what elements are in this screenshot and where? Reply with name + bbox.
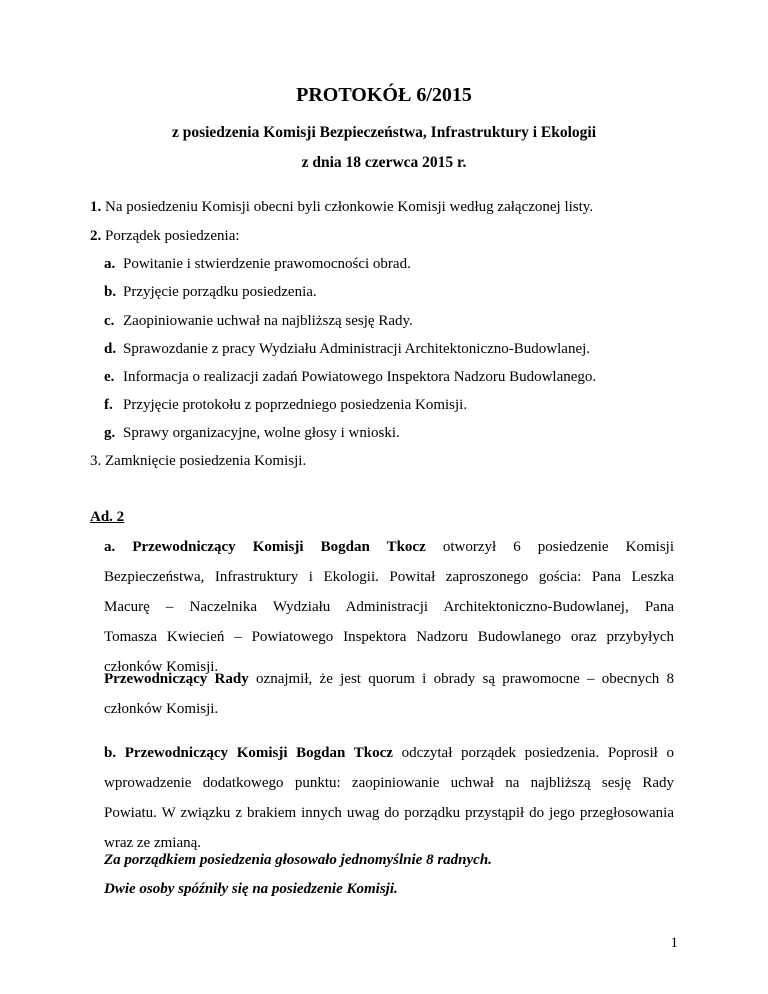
- agenda-item: [104, 313, 413, 330]
- agenda-item-letter: e.: [104, 369, 115, 385]
- agenda-item-letter: g.: [104, 425, 116, 441]
- agenda-item-letter: b.: [104, 284, 117, 300]
- point-1-number: 1.: [90, 199, 102, 215]
- ad2-a-chair: Przewodniczący Komisji Bogdan Tkocz: [132, 539, 426, 555]
- agenda-item-letter: c.: [104, 313, 115, 329]
- document-subtitle: z posiedzenia Komisji Bezpieczeństwa, Infrastruktury i Ekologii: [171, 124, 597, 141]
- agenda-item-letter: a.: [104, 256, 116, 272]
- ad2-a-line: [104, 532, 674, 562]
- ad2-a-line: Tomasza Kwiecień – Powiatowego Inspektora Nadzoru Budowlanego oraz przybyłych: [104, 629, 674, 645]
- agenda-item-text: Informacja o realizacji zadań Powiatowego Inspektora Nadzoru Budowlanego.: [123, 369, 597, 385]
- ad2-quorum-text: oznajmił, że jest quorum i obrady są prawomocne – obecnych 8: [256, 671, 675, 687]
- agenda-item: [104, 397, 467, 414]
- ad2-a-line: Bezpieczeństwa, Infrastruktury i Ekologii. Powitał zaproszonego gościa: Pana Leszka: [104, 569, 674, 585]
- agenda-item: [104, 341, 590, 358]
- point-2-text: Porządek posiedzenia:: [105, 228, 240, 244]
- agenda-item-text: Sprawozdanie z pracy Wydziału Administracji Architektoniczno-Budowlanej.: [123, 341, 591, 357]
- agenda-item: [104, 284, 317, 301]
- point-1-text: Na posiedzeniu Komisji obecni byli członkowie Komisji według załączonej listy.: [105, 199, 594, 215]
- ad2-quorum-line: [104, 664, 674, 694]
- ad2-b-chair: b. Przewodniczący Komisji Bogdan Tkocz: [104, 745, 393, 761]
- agenda-item-text: Przyjęcie porządku posiedzenia.: [123, 284, 317, 300]
- point-2: [90, 228, 240, 245]
- agenda-item-text: Zaopiniowanie uchwał na najbliższą sesję Rady.: [123, 313, 413, 329]
- ad2-quorum-chair: Przewodniczący Rady: [104, 671, 249, 687]
- ad2-a-letter: a.: [104, 539, 116, 555]
- agenda-item: [104, 425, 400, 442]
- ad2-b-line1-text: odczytał porządek posiedzenia. Poprosił o: [401, 745, 675, 761]
- point-3: 3. Zamknięcie posiedzenia Komisji.: [90, 453, 307, 469]
- agenda-item-text: Przyjęcie protokołu z poprzedniego posiedzenia Komisji.: [123, 397, 468, 413]
- ad2-b-line: [104, 738, 674, 768]
- ad2-paragraph-b: [104, 738, 674, 858]
- late-arrivals-note: Dwie osoby spóźniły się na posiedzenie Komisji.: [104, 881, 398, 897]
- agenda-item-text: Powitanie i stwierdzenie prawomocności obrad.: [123, 256, 411, 272]
- ad2-a-line: członków Komisji.: [104, 659, 219, 675]
- ad2-quorum-paragraph: [104, 664, 674, 724]
- point-2-number: 2.: [90, 228, 102, 244]
- agenda-item: [104, 369, 596, 386]
- ad2-b-line: Powiatu. W związku z brakiem innych uwag do porządku przystąpił do jego przegłosowania: [104, 805, 674, 821]
- ad2-quorum-line: członków Komisji.: [104, 701, 219, 717]
- ad2-a-line1-text: otworzył 6 posiedzenie Komisji: [442, 539, 675, 555]
- agenda-item-text: Sprawy organizacyjne, wolne głosy i wnioski.: [123, 425, 400, 441]
- document-date: z dnia 18 czerwca 2015 r.: [301, 154, 467, 171]
- ad2-paragraph-a: [104, 532, 674, 682]
- vote-result: Za porządkiem posiedzenia głosowało jednomyślnie 8 radnych.: [104, 852, 492, 868]
- ad2-a-line: Macurę – Naczelnika Wydziału Administracji Architektoniczno-Budowlanej, Pana: [104, 599, 674, 615]
- ad2-b-line: wraz ze zmianą.: [104, 835, 202, 851]
- point-1: [90, 199, 593, 216]
- agenda-item-letter: d.: [104, 341, 117, 357]
- agenda-item-letter: f.: [104, 397, 113, 413]
- agenda-item: [104, 256, 411, 273]
- document-title: PROTOKÓŁ 6/2015: [296, 84, 472, 106]
- ad2-heading: Ad. 2: [90, 509, 125, 525]
- page-number: 1: [670, 935, 678, 951]
- ad2-b-line: wprowadzenie dodatkowego punktu: zaopiniowanie uchwał na najbliższą sesję Rady: [104, 775, 674, 791]
